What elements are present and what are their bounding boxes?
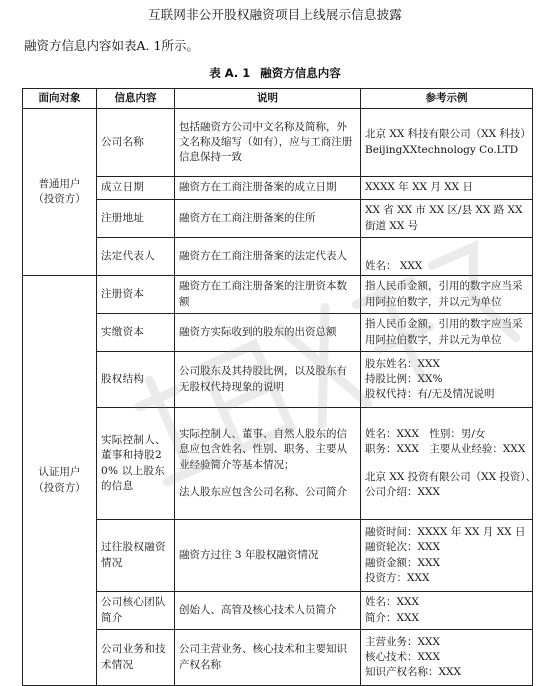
table-row [23, 520, 533, 592]
info-table [22, 88, 537, 686]
example-cell [361, 109, 533, 177]
table-row [23, 238, 533, 276]
example-line: 融资金额：XXX [365, 556, 440, 569]
desc-cell: 融资方在工商注册备案的注册资本数额 [175, 276, 361, 314]
item-cell: 股权结构 [97, 352, 175, 408]
example-line: 简介：XXX [365, 611, 419, 624]
audience-line: 认证用户 [38, 466, 81, 479]
item-cell: 实际控制人、董事和持股20% 以上股东的信息 [97, 408, 175, 520]
header-desc: 说明 [175, 89, 361, 109]
example-cell [361, 592, 533, 630]
page-title: 互联网非公开股权融资项目上线展示信息披露 [147, 7, 402, 22]
header-info: 信息内容 [97, 89, 175, 109]
example-cell: 指人民币金额，引用的数字应当采用阿拉伯数字，并以元为单位 [361, 276, 533, 314]
example-cell: XX 省 XX 市 XX 区/县 XX 路 XX 街道 XX 号 [361, 200, 533, 238]
item-cell: 公司核心团队简介 [97, 592, 175, 630]
item-cell: 过往股权融资情况 [97, 520, 175, 592]
table-row [23, 200, 533, 238]
desc-cell: 创始人、高管及核心技术人员简介 [175, 592, 361, 630]
header-example: 参考示例 [361, 89, 533, 109]
example-line: 北京 XX 科技有限公司（XX 科技） [365, 128, 531, 141]
example-cell [361, 520, 533, 592]
audience-line: （投资方） [33, 193, 86, 205]
example-line: 融资时间：XXXX 年 XX 月 XX 日 [365, 526, 526, 539]
example-line: 股东姓名：XXX [365, 357, 440, 370]
example-line: 北京 XX 投资有限公司（XX 投资）、 [365, 470, 537, 483]
example-line: 姓名：XXX [365, 596, 419, 609]
table-caption-number: 表 A. 1 [209, 66, 251, 80]
desc-cell: 融资方在工商注册备案的成立日期 [175, 177, 361, 200]
example-line: 姓名：XXX 性别：男/女 [365, 428, 486, 441]
example-line: 融资轮次：XXX [365, 541, 440, 554]
table-row [23, 592, 533, 630]
example-cell [361, 630, 533, 686]
desc-cell: 公司主营业务、核心技术和主要知识产权名称 [175, 630, 361, 686]
item-cell: 注册资本 [97, 276, 175, 314]
item-cell: 公司业务和技术情况 [97, 630, 175, 686]
audience-general-cell [23, 109, 97, 276]
desc-cell: 融资方过往 3 年股权融资情况 [175, 520, 361, 592]
item-cell: 法定代表人 [97, 238, 175, 276]
desc-cell: 公司股东及其持股比例，以及股东有无股权代持现象的说明 [175, 352, 361, 408]
example-line: 投资方：XXX [365, 571, 430, 584]
audience-line: （投资方） [33, 481, 86, 494]
example-cell: XXXX 年 XX 月 XX 日 [361, 177, 533, 200]
example-cell [361, 352, 533, 408]
desc-part: 实际控制人、董事、自然人股东的信息应包含姓名、性别、职务、主要从业经验简介等基本情况； [179, 428, 347, 471]
desc-cell: 融资方在工商注册备案的法定代表人 [175, 238, 361, 276]
item-cell: 注册地址 [97, 200, 175, 238]
desc-cell: 融资方实际收到的股东的出资总额 [175, 314, 361, 352]
table-row [23, 630, 533, 686]
table-row [23, 109, 533, 177]
table-row [23, 314, 533, 352]
example-line: 股权代持：有/无及情况说明 [365, 388, 495, 401]
example-line: BeijingXXtechnology Co.LTD [365, 143, 519, 156]
item-cell: 实缴资本 [97, 314, 175, 352]
example-cell: 指人民币金额，引用的数字应当采用阿拉伯数字，并以元为单位 [361, 314, 533, 352]
example-cell [361, 408, 537, 520]
table-caption [0, 65, 550, 81]
desc-cell [175, 408, 361, 520]
desc-cell: 包括融资方公司中文名称及简称，外文名称及缩写（如有），应与工商注册信息保持一致 [175, 109, 361, 177]
table-row [23, 408, 533, 520]
table-row [23, 352, 533, 408]
table-header-row [23, 89, 533, 109]
table-row [23, 177, 533, 200]
example-line: 持股比例：XX% [365, 372, 443, 385]
table-row [23, 276, 533, 314]
desc-cell: 融资方在工商注册备案的住所 [175, 200, 361, 238]
example-line: 核心技术：XXX [365, 650, 440, 663]
header-audience: 面向对象 [23, 89, 97, 109]
desc-part: 法人股东应包含公司名称、公司简介 [179, 485, 347, 498]
item-cell: 成立日期 [97, 177, 175, 200]
item-cell: 公司名称 [97, 109, 175, 177]
audience-certified-cell [23, 276, 97, 686]
example-line: 职务：XXX 主要从业经验：XXX [365, 443, 526, 456]
intro-text: 融资方信息内容如表A. 1所示。 [24, 38, 199, 53]
table-caption-title: 融资方信息内容 [260, 66, 341, 80]
example-line: 公司介绍：XXX [365, 485, 440, 498]
example-line: 知识产权名称：XXX [365, 666, 461, 679]
example-line: 主营业务：XXX [365, 635, 440, 648]
audience-line: 普通用户 [38, 177, 81, 190]
example-cell: 姓名： XXX [361, 238, 533, 276]
